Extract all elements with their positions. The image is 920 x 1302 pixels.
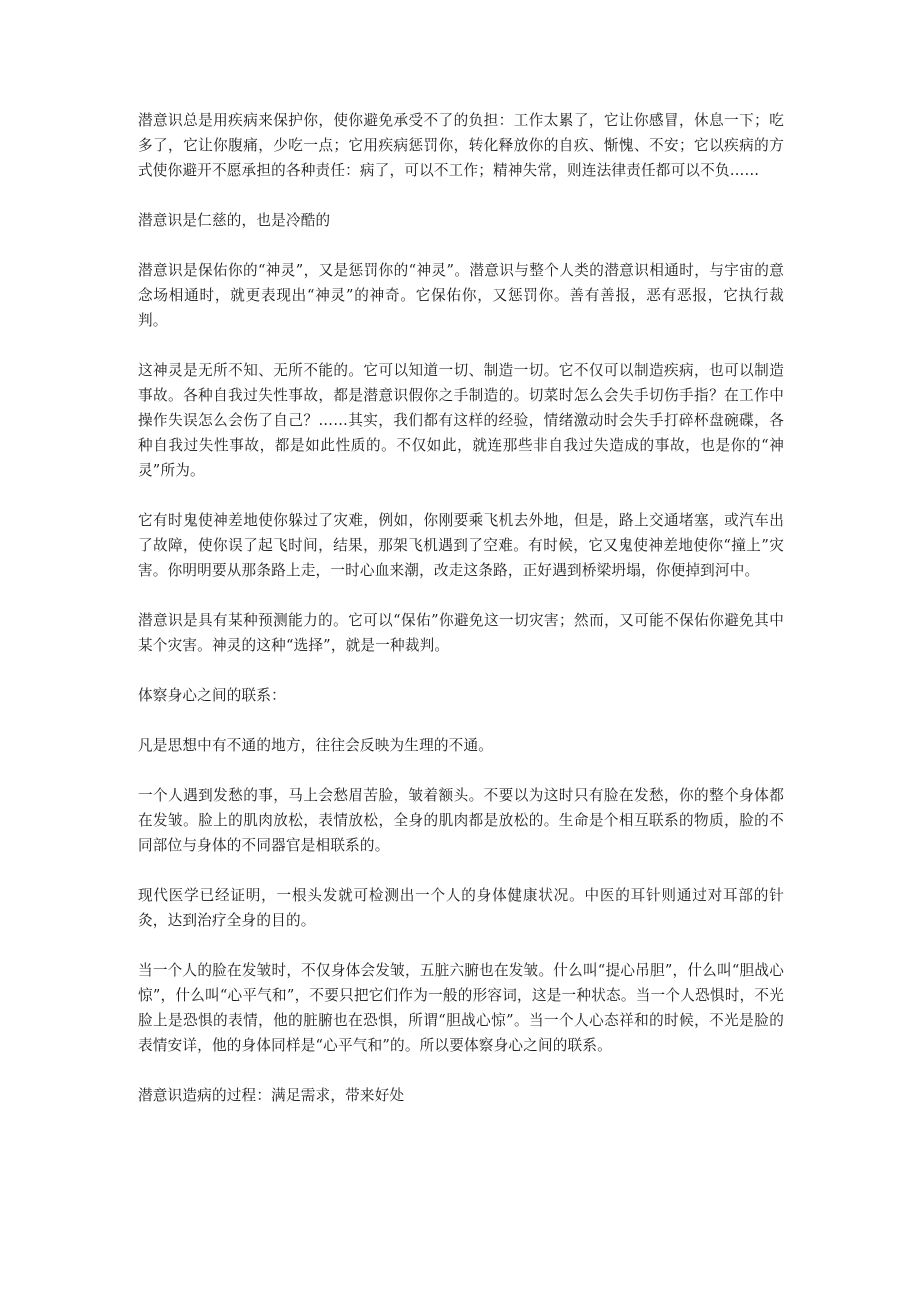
- paragraph-organs-wrinkle: 当一个人的脸在发皱时，不仅身体会发皱，五脏六腑也在发皱。什么叫“提心吊胆”，什么叫“胆战心惊”，什么叫“心平气和”，不要只把它们作为一般的形容词，这是一种状态。当一个人恐惧时，不光脸上是恐惧的表情，他的脏腑也在恐惧，所谓“胆战心惊”。当一个人心态祥和的时候，不光是脸的表情安详，他的身体同样是“心平气和”的。所以要体察身心之间的联系。: [138, 962, 784, 1054]
- paragraph-accidents: 这神灵是无所不知、无所不能的。它可以知道一切、制造一切。它不仅可以制造疾病，也可以制造事故。各种自我过失性事故，都是潜意识假你之手制造的。切菜时怎么会失手切伤手指？在工作中操作失误怎么会伤了自己？……其实，我们都有这样的经验，情绪激动时会失手打碎杯盘碗碟，各种自我过失性事故，都是如此性质的。不仅如此，就连那些非自我过失造成的事故，也是你的“神灵”所为。: [138, 362, 784, 479]
- paragraph-modern-medicine: 现代医学已经证明，一根头发就可检测出一个人的身体健康状况。中医的耳针则通过对耳部的针灸，达到治疗全身的目的。: [138, 887, 784, 929]
- heading-benevolent-and-cold: 潜意识是仁慈的，也是冷酷的: [138, 212, 331, 229]
- paragraph-frowning: 一个人遇到发愁的事，马上会愁眉苦脸，皱着额头。不要以为这时只有脸在发愁，你的整个身体都在发皱。脸上的肌肉放松，表情放松，全身的肌肉都是放松的。生命是个相互联系的物质，脸的不同部位与身体的不同器官是相联系的。: [138, 787, 784, 854]
- document-body: [138, 108, 784, 1133]
- paragraph-thought-physiology: 凡是思想中有不通的地方，往往会反映为生理的不通。: [138, 737, 494, 754]
- paragraph-coincidence: 它有时鬼使神差地使你躲过了灾难，例如，你刚要乘飞机去外地，但是，路上交通堵塞，或汽车出了故障，使你误了起飞时间，结果，那架飞机遇到了空难。有时候，它又鬼使神差地使你“撞上”灾害。你明明要从那条路上走，一时心血来潮，改走这条路，正好遇到桥梁坍塌，你便掉到河中。: [138, 512, 784, 579]
- heading-illness-process: 潜意识造病的过程：满足需求，带来好处: [138, 1087, 405, 1104]
- paragraph-illness-protection: 潜意识总是用疾病来保护你，使你避免承受不了的负担：工作太累了，它让你感冒，休息一下；吃多了，它让你腹痛，少吃一点；它用疾病惩罚你，转化释放你的自疚、惭愧、不安；它以疾病的方式使你避开不愿承担的各种责任：病了，可以不工作；精神失常，则连法律责任都可以不负……: [138, 112, 784, 179]
- paragraph-spirit: 潜意识是保佑你的“神灵”，又是惩罚你的“神灵”。潜意识与整个人类的潜意识相通时，与宇宙的意念场相通时，就更表现出“神灵”的神奇。它保佑你，又惩罚你。善有善报，恶有恶报，它执行裁判。: [138, 262, 784, 329]
- paragraph-prediction: 潜意识是具有某种预测能力的。它可以“保佑”你避免这一切灾害；然而，又可能不保佑你避免其中某个灾害。神灵的这种“选择”，就是一种裁判。: [138, 612, 784, 654]
- heading-body-mind-connection: 体察身心之间的联系：: [138, 687, 286, 704]
